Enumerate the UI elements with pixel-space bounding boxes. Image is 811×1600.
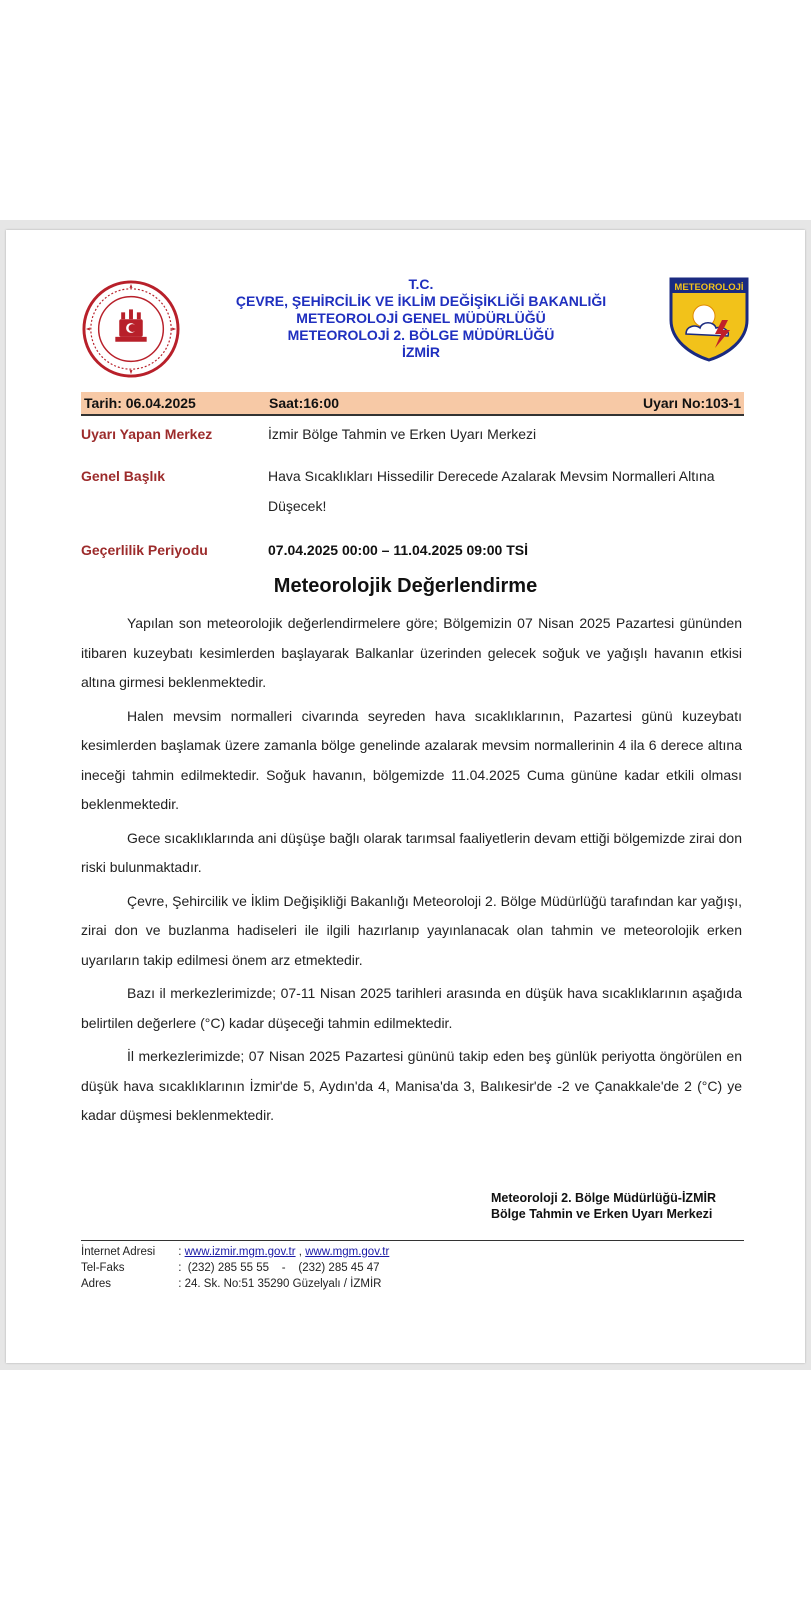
footer-contact (81, 1244, 389, 1292)
header-tc: T.C. (408, 276, 434, 292)
internet-separator: : (178, 1246, 182, 1258)
header-block (186, 276, 656, 361)
meteoroloji-logo (668, 276, 750, 362)
paragraph: İl merkezlerimizde; 07 Nisan 2025 Pazartesi gününü takip eden beş günlük periyotta öngörülen en düşük hava sıcaklıklarının İzmir'de 5, Aydın'da 4, Manisa'da 3, Balıkesir'de -2 ve Çanakkale'de 2 (°C) ye kadar düşmesi beklenmektedir. (81, 1048, 742, 1123)
time-field: Saat:16:00 (269, 395, 340, 411)
paragraph: Yapılan son meteorolojik değerlendirmelere göre; Bölgemizin 07 Nisan 2025 Pazartesi gününden itibaren kuzeybatı kesimlerden başlayarak Balkanlar üzerinden gelecek soğuk ve yağışlı havanın etkisi altına girmesi beklenmektedir. (81, 615, 742, 690)
signature-line-2: Bölge Tahmin ve Erken Uyarı Merkezi (491, 1207, 713, 1221)
header-region: METEOROLOJİ 2. BÖLGE MÜDÜRLÜĞÜ (287, 327, 555, 343)
address-value: : 24. Sk. No:51 35290 Güzelyalı / İZMİR (178, 1278, 382, 1290)
logo-text: METEOROLOJİ (674, 282, 744, 293)
assessment-body (81, 609, 742, 1131)
internet-label: İnternet Adresi (81, 1246, 156, 1258)
document-page (6, 230, 805, 1363)
izmir-mgm-link[interactable]: www.izmir.mgm.gov.tr (184, 1246, 296, 1258)
paragraph: Gece sıcaklıklarında ani düşüşe bağlı olarak tarımsal faaliyetlerin devam ettiği bölgemizde zirai don riski bulunmaktadır. (81, 829, 742, 875)
section-title: Meteorolojik Değerlendirme (273, 575, 538, 597)
address-label: Adres (81, 1278, 112, 1290)
title-label: Genel Başlık (81, 468, 166, 484)
header-city: İZMİR (401, 344, 441, 360)
footer-divider (81, 1240, 744, 1241)
warning-number: Uyarı No:103-1 (642, 395, 741, 411)
signature-block (491, 1190, 716, 1222)
ministry-seal-logo (82, 280, 180, 378)
header-ministry: ÇEVRE, ŞEHİRCİLİK VE İKLİM DEĞİŞİKLİĞİ BAKANLIĞI (235, 293, 607, 309)
telfax-value: : (232) 285 55 55 - (232) 285 45 47 (178, 1262, 380, 1274)
center-value: İzmir Bölge Tahmin ve Erken Uyarı Merkezi (268, 426, 537, 442)
date-field: Tarih: 06.04.2025 (84, 395, 196, 411)
signature-line-1: Meteoroloji 2. Bölge Müdürlüğü-İZMİR (491, 1191, 716, 1205)
paragraph: Bazı il merkezlerimizde; 07-11 Nisan 2025 tarihleri arasında en düşük hava sıcaklıklarının aşağıda belirtilen değerlere (°C) kadar düşeceği tahmin edilmektedir. (81, 985, 742, 1031)
header-directorate: METEOROLOJİ GENEL MÜDÜRLÜĞÜ (296, 310, 546, 326)
mgm-link[interactable]: www.mgm.gov.tr (305, 1246, 390, 1258)
link-separator: , (298, 1246, 302, 1258)
period-label: Geçerlilik Periyodu (81, 542, 208, 558)
period-value: 07.04.2025 00:00 – 11.04.2025 09:00 TSİ (268, 542, 528, 558)
telfax-label: Tel-Faks (81, 1262, 125, 1274)
info-bar (81, 392, 744, 416)
paragraph: Çevre, Şehircilik ve İklim Değişikliği Bakanlığı Meteoroloji 2. Bölge Müdürlüğü tarafından kar yağışı, zirai don ve buzlanma hadiseleri ile ilgili hazırlanıp yayınlanacak olan tahmin ve meteorolojik erken uyarıların takip edilmesi önem arz etmektedir. (81, 892, 742, 968)
paragraph: Halen mevsim normalleri civarında seyreden hava sıcaklıklarının, Pazartesi günü kuzeybatı kesimlerden başlamak üzere zamanla bölge genelinde azalarak mevsim normallerinin 4 ila 6 derece altına ineceği tahmin edilmektedir. Soğuk havanın, bölgemizde 11.04.2025 Cuma gününe kadar etkili olması beklenmektedir. (81, 707, 742, 812)
title-value: Hava Sıcaklıkları Hissedilir Derecede Azalarak Mevsim Normalleri Altına Düşecek! (268, 468, 715, 514)
center-label: Uyarı Yapan Merkez (81, 426, 213, 442)
